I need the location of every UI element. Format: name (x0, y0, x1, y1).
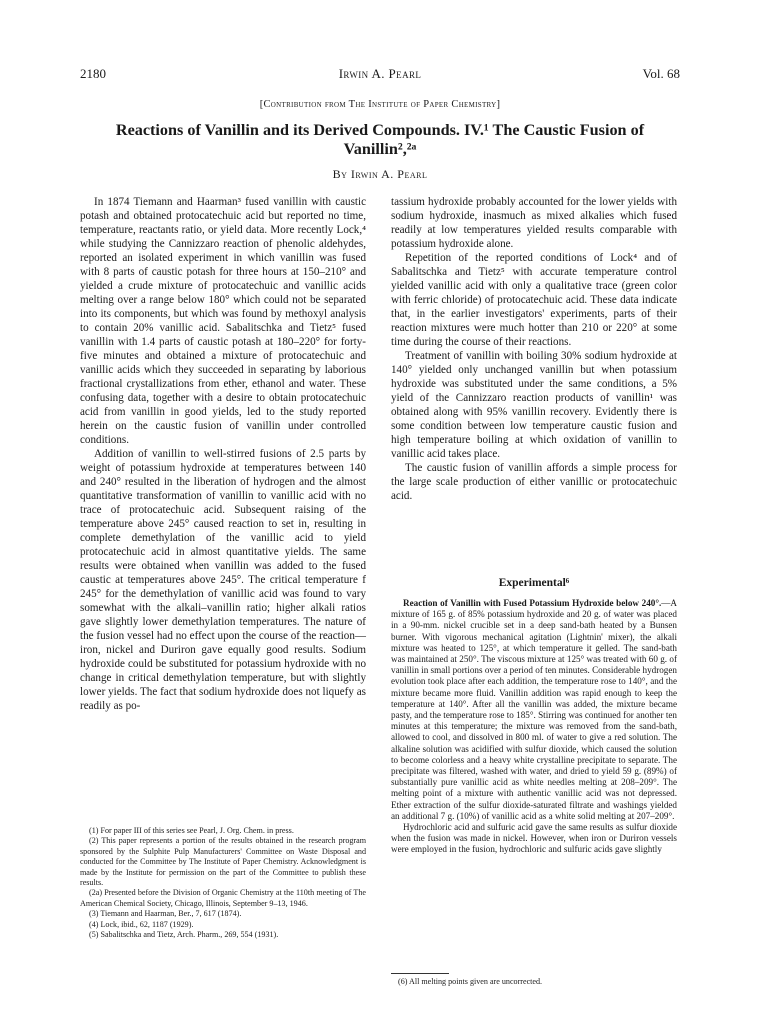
contribution-line: [Contribution from The Institute of Paper Chemistry] (259, 99, 501, 110)
paragraph: Repetition of the reported conditions of Lock⁴ and of Sabalitschka and Tietz⁵ with accurate temperature control yielded vanillic acid with only a qualitative trace (green color with ferric chloride) of protocatechuic acid. These data indicate that, in the earlier investigators' experiments, parts of their reaction mixtures were much hotter than 210 or 220° at some time during the course of their reactions. (391, 252, 677, 348)
running-header (80, 66, 680, 82)
page-number: 2180 (80, 66, 106, 81)
volume-number: Vol. 68 (642, 66, 680, 81)
left-column (80, 195, 366, 713)
section-heading-experimental: Experimental⁶ (498, 577, 570, 589)
byline: By Irwin A. Pearl (332, 167, 428, 181)
paragraph: Addition of vanillin to well-stirred fusions of 2.5 parts by weight of potassium hydroxide at temperatures between 140 and 240° resulted in the liberation of hydrogen and the almost quantitative transformation of vanillin to vanillic acid with no trace of protocatechuic acid. Subsequent raising of the temperature above 245° caused reaction to set in, resulting in complete demethylation of the vanillic acid to yield protocatechuic acid in almost quantitative yields. The same results were obtained when vanillin was added to the fused caustic at temperatures above 245°. The critical temperature f 245° for the demethylation of vanillic acid was found to vary somewhat with the alkali–vanillin ratio; higher alkali ratios gave slightly lower demethylation temperatures. The nature of the fusion vessel had no effect upon the course of the reaction—iron, nickel and Duriron gave equally good results. Sodium hydroxide could be substituted for potassium hydroxide with no change in critical demethylation temperature, but with slightly lower yields. The fact that sodium hydroxide does not liquefy as readily as po- (80, 448, 366, 712)
footnote: (2) This paper represents a portion of the results obtained in the research program sponsored by the Sulphite Pulp Manufacturers' Committee on Waste Disposal and conducted for the Committee by The Institute of Paper Chemistry. Acknowledgment is made by the Institute for permission on the part of the Committee to publish these results. (80, 836, 366, 888)
footnotes (80, 826, 366, 940)
footnote: (1) For paper III of this series see Pearl, J. Org. Chem. in press. (89, 826, 294, 835)
footnote: (2a) Presented before the Division of Organic Chemistry at the 110th meeting of The American Chemical Society, Chicago, Illinois, September 9–13, 1946. (80, 888, 366, 908)
experimental-paragraph (391, 598, 677, 822)
footnote: (3) Tiemann and Haarman, Ber., 7, 617 (1874). (89, 909, 242, 919)
title-line-1: Reactions of Vanillin and its Derived Compounds. IV.¹ The Caustic Fusion of (115, 121, 645, 139)
right-column (391, 195, 677, 503)
footnote: (5) Sabalitschka and Tietz, Arch. Pharm., 269, 554 (1931). (89, 930, 279, 940)
paragraph: Treatment of vanillin with boiling 30% sodium hydroxide at 140° yielded only unchanged vanillin but when potassium hydroxide was substituted under the same conditions, a 5% yield of the Cannizzaro reaction products of vanillin¹ was obtained along with 95% vanillin recovery. Evidently there is some condition between low temperature caustic fusion and high temperature boiling at which oxidation of vanillin to vanillic acid takes place. (391, 350, 677, 460)
paragraph: In 1874 Tiemann and Haarman³ fused vanillin with caustic potash and obtained protocatechuic acid but reported no time, temperature, reactants ratio, or yield data. More recently Lock,⁴ while studying the Cannizzaro reaction of phenolic aldehydes, reported an isolated experiment in which vanillin was fused with 8 parts of caustic potash for three hours at 150–210° and yielded a crude mixture of protocatechuic and vanillic acids melting over a range below 180° which could not be separated into its components, but which was found by methoxyl analysis to contain 20% vanillic acid. Sabalitschka and Tietz⁵ fused vanillin with 1.4 parts of caustic potash at 180–220° for forty-five minutes and obtained a mixture of protocatechuic and vanillic acids which they succeeded in separating by laborious fractional crystallizations from ether, ethanol and water. These confusing data, together with a desire to obtain protocatechuic acid from vanillin in good yields, led to the study reported herein on the caustic fusion of vanillin under controlled conditions. (80, 196, 366, 446)
experimental-paragraph: Hydrochloric acid and sulfuric acid gave the same results as sulfur dioxide when the fusion was made in nickel. However, when iron or Duriron vessels were employed in the fusion, hydrochloric and sulfuric acids gave slightly (391, 822, 677, 855)
run-in-heading: Reaction of Vanillin with Fused Potassium Hydroxide below 240°. (403, 598, 662, 608)
article-title (80, 121, 680, 159)
paragraph: tassium hydroxide probably accounted for the lower yields with sodium hydroxide, inasmuch as mixed alkalies which fused readily at low temperatures yielded results comparable with potassium hydroxide alone. (391, 196, 677, 250)
footnote: (4) Lock, ibid., 62, 1187 (1929). (89, 919, 194, 929)
title-line-2: Vanillin²,²ᵃ (343, 140, 417, 158)
footnote-6: (6) All melting points given are uncorrected. (398, 977, 543, 986)
paragraph: The caustic fusion of vanillin affords a simple process for the large scale production of either vanillic or protocatechuic acid. (391, 462, 677, 502)
running-author: Irwin A. Pearl (338, 66, 422, 81)
experimental-section (391, 598, 677, 856)
experimental-text: —A mixture of 165 g. of 85% potassium hydroxide and 20 g. of water was placed in a 90-mm. nickel crucible set in a deep sand-bath heated by a Bunsen burner. With vigorous mechanical agitation (Lightnin' mixer), the alkali mixture was heated to 125°, at which temperature it gelled. The sand-bath was maintained at 250°. The viscous mixture at 125° was treated with 60 g. of vanillin in small portions over a period of ten minutes. Considerable hydrogen evolution took place after each addition, the temperature rose to 140°, and the mixture became more fluid. Vanillin addition was rapid enough to keep the temperature at 140°. After all the vanillin was added, the mixture became pasty, and the temperature rose to 185°. Stirring was continued for another ten minutes at this temperature; the mixture was removed from the sand-bath, allowed to cool, and dissolved in 800 ml. of water to give a red solution. The alkaline solution was acidified with sulfur dioxide, which caused the solution to become colorless and a heavy white crystalline precipitate to separate. The precipitate was filtered, washed with water, and dried to yield 59 g. (89%) of substantially pure vanillic acid as white needles melting at 208–209°. The melting point of a mixture with authentic vanillic acid was not depressed. Ether extraction of the sulfur dioxide-saturated filtrate and washings yielded an additional 7 g. (10%) of vanillic acid as a white solid melting at 207–209°. (391, 598, 677, 821)
footnote-rule (391, 973, 449, 974)
